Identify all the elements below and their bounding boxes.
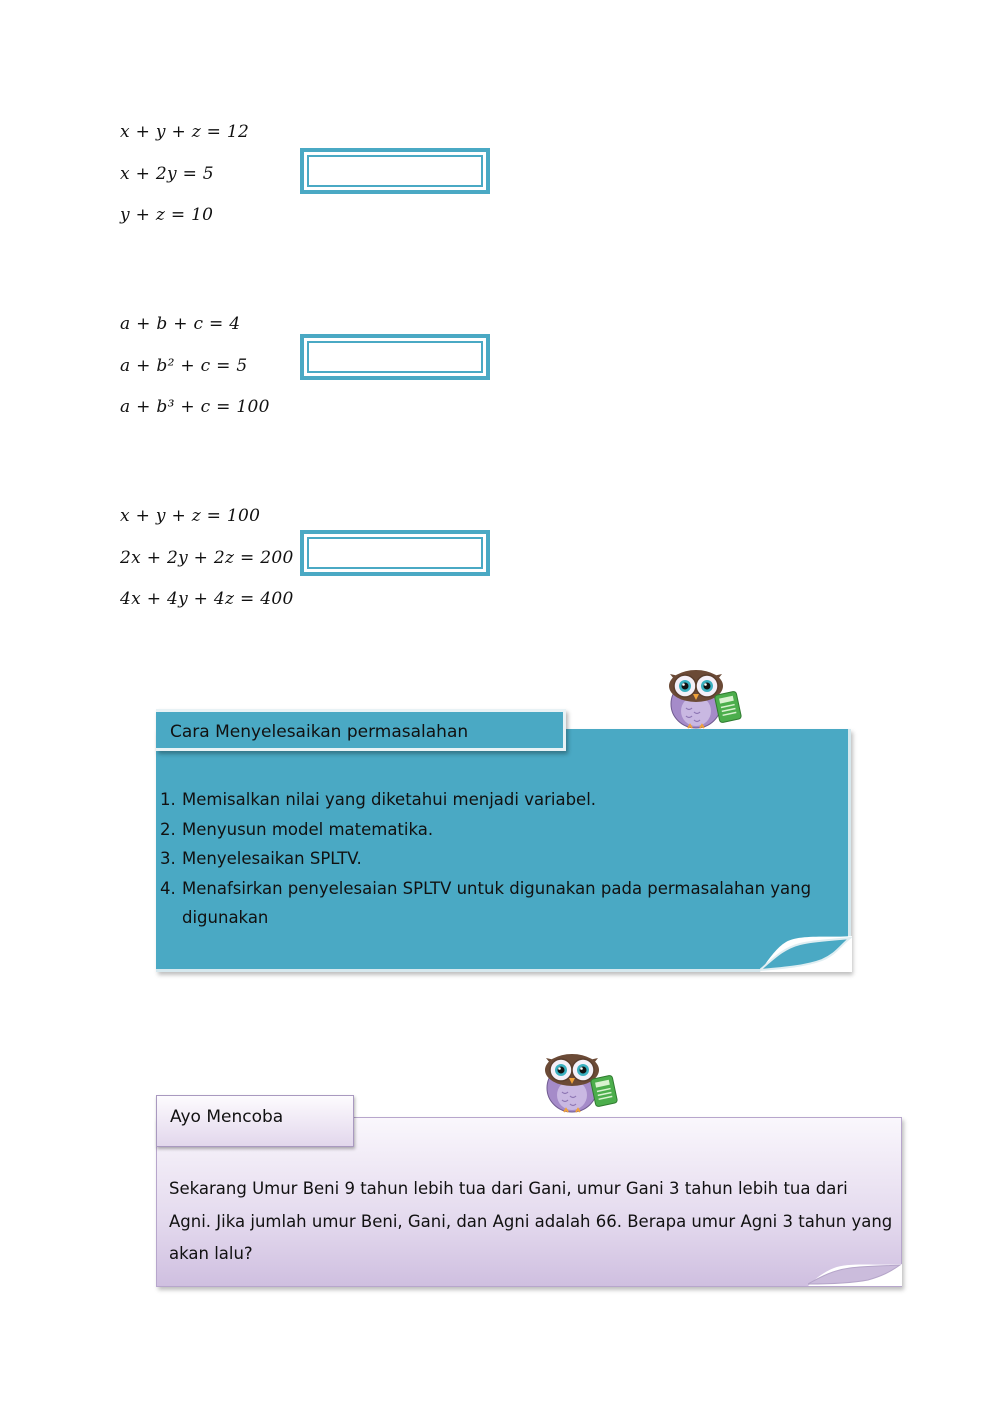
equation: x + y + z = 12 — [120, 122, 250, 142]
equation: 4x + 4y + 4z = 400 — [120, 589, 294, 609]
equation: x + 2y = 5 — [120, 163, 214, 184]
equation: y + z = 10 — [120, 205, 214, 225]
equation-system-1 — [120, 122, 249, 247]
list-item: 3. Menyelesaikan SPLTV. — [160, 849, 362, 868]
answer-box-3[interactable] — [300, 530, 490, 576]
answer-box-2[interactable] — [300, 334, 490, 380]
equation: a + b³ + c = 100 — [120, 397, 270, 417]
problem-text: Sekarang Umur Beni 9 tahun lebih tua dari Gani, umur Gani 3 tahun lebih tua dari Agni. Jika jumlah umur Beni, Gani, dan Agni adalah 66. Berapa umur Agni 3 tahun yang akan lalu? — [169, 1179, 893, 1263]
method-steps-list — [160, 785, 840, 933]
equation: a + b² + c = 5 — [120, 355, 248, 376]
list-item: 2. Menyusun model matematika. — [160, 819, 434, 839]
equation-system-2 — [120, 314, 270, 439]
answer-box-1[interactable] — [300, 148, 490, 194]
owl-icon — [540, 1048, 620, 1114]
page-curl-decoration — [760, 934, 852, 974]
calculator-icon — [590, 1075, 617, 1107]
answer-input-3[interactable] — [314, 542, 478, 566]
list-item: 1. Memisalkan nilai yang diketahui menjadi variabel. — [160, 790, 597, 809]
owl-icon — [664, 664, 744, 730]
equation-system-3 — [120, 506, 294, 631]
method-title: Cara Menyelesaikan permasalahan — [170, 722, 469, 742]
method-title-tab — [156, 709, 566, 751]
try-title-tab — [156, 1095, 354, 1147]
calculator-icon — [714, 691, 741, 723]
equation: x + y + z = 100 — [120, 506, 261, 526]
answer-input-1[interactable] — [314, 160, 478, 184]
equation: 2x + 2y + 2z = 200 — [120, 547, 294, 568]
answer-input-2[interactable] — [314, 346, 478, 370]
list-item: 4. Menafsirkan penyelesaian SPLTV untuk digunakan pada permasalahan yang digunakan — [160, 878, 812, 927]
equation: a + b + c = 4 — [120, 314, 241, 334]
page-curl-decoration — [808, 1262, 902, 1288]
try-title: Ayo Mencoba — [170, 1107, 284, 1127]
